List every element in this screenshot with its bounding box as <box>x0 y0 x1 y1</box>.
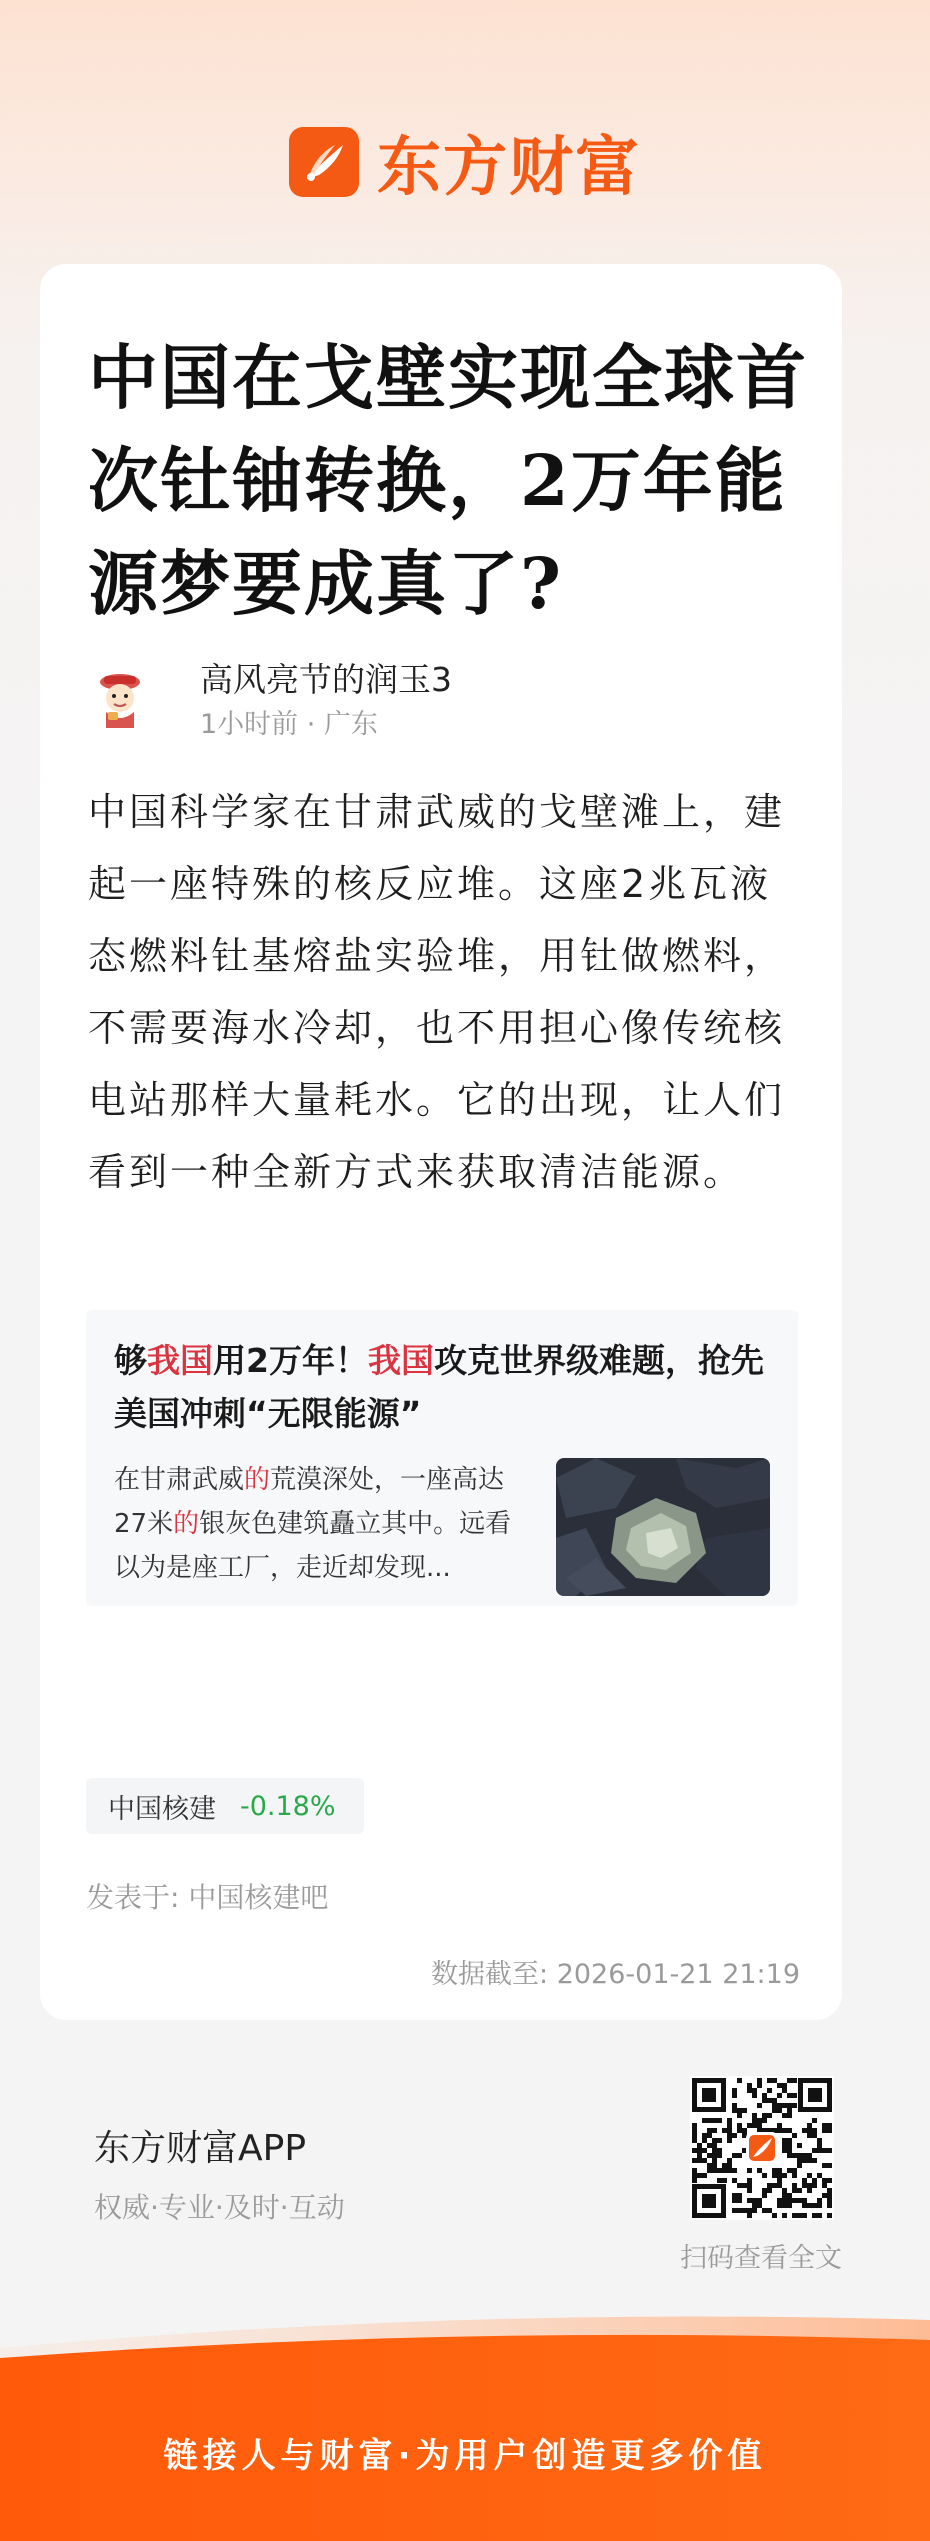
posted-in-forum[interactable]: 发表于: 中国核建吧 <box>86 1881 329 1914</box>
brand-name: 东方财富 <box>377 131 641 205</box>
stock-name[interactable]: 中国核建 <box>108 1793 216 1825</box>
qr-code-icon <box>690 2076 834 2220</box>
article-title: 中国在戈壁实现全球首次钍铀转换，2万年能源梦要成真了? <box>88 336 808 625</box>
related-article-snippet: 在甘肃武威的荒漠深处，一座高达27米的银灰色建筑矗立其中。远看以为是座工厂，走近却发现... <box>114 1465 512 1583</box>
footer-slogan: 链接人与财富·为用户创造更多价值 <box>163 2436 767 2476</box>
app-tagline: 权威·专业·及时·互动 <box>94 2191 345 2224</box>
author-row[interactable] <box>88 648 788 748</box>
related-article-title[interactable]: 够我国用2万年！我国攻克世界级难题，抢先美国冲刺“无限能源” <box>114 1341 764 1433</box>
app-name: 东方财富APP <box>94 2128 307 2169</box>
article-card <box>40 264 842 2020</box>
brand-header <box>0 122 930 205</box>
post-meta: 1小时前 · 广东 <box>200 709 378 740</box>
qr-caption: 扫码查看全文 <box>680 2243 842 2274</box>
cartoon-avatar-icon[interactable] <box>88 668 152 732</box>
author-name[interactable]: 高风亮节的润玉3 <box>200 660 452 699</box>
related-article-card[interactable] <box>86 1310 798 1606</box>
data-cutoff-timestamp: 数据截至: 2026-01-21 21:19 <box>431 1959 800 1990</box>
stock-change: -0.18% <box>240 1790 336 1822</box>
article-body: 中国科学家在甘肃武威的戈壁滩上，建起一座特殊的核反应堆。这座2兆瓦液态燃料钍基熔盐实验堆，用钍做燃料，不需要海水冷却，也不用担心像传统核电站那样大量耗水。它的出现，让人们看到一种全新方式来获取清洁能源。 <box>88 790 786 1194</box>
stock-chip[interactable] <box>86 1778 364 1834</box>
eastmoney-logo-icon <box>289 127 359 197</box>
related-article-thumbnail[interactable] <box>556 1458 770 1596</box>
footer-band <box>0 2296 930 2541</box>
